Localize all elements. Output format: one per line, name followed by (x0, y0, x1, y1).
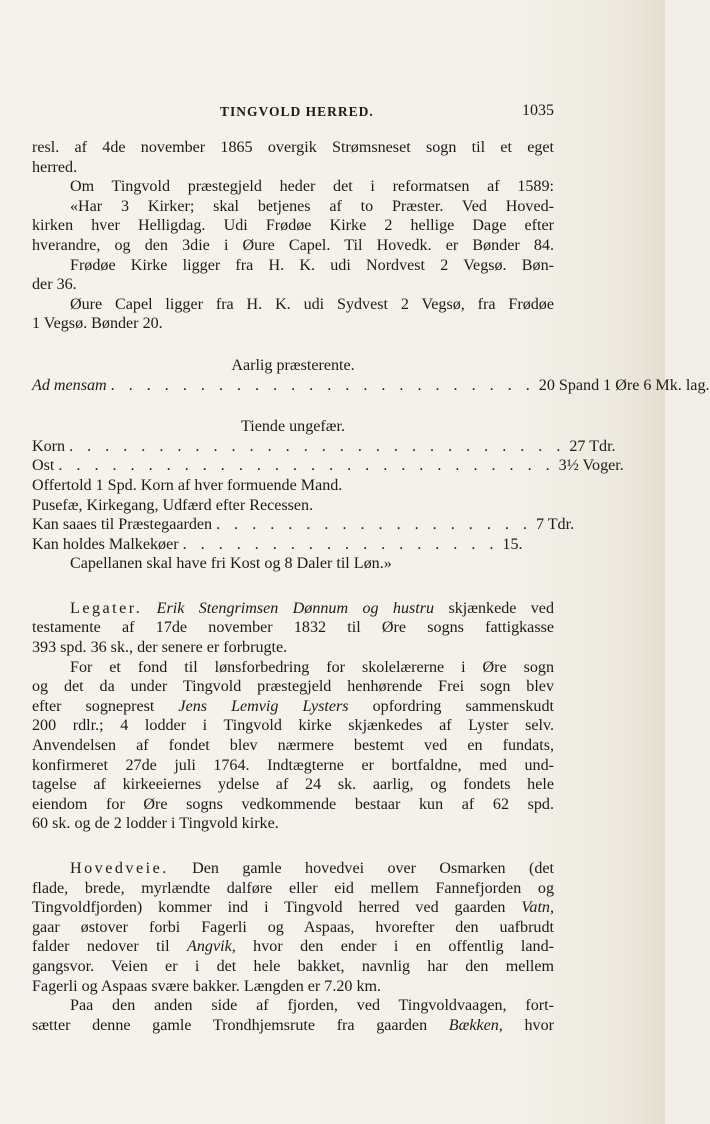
text-line: 200 rdlr.; 4 lodder i Tingvold kirke skjænkedes af Lyster selv. (32, 717, 554, 735)
text-line: Frødøe Kirke ligger fra H. K. udi Nordvest 2 Vegsø. Bøn- (70, 256, 554, 274)
page-body (32, 138, 710, 1035)
text-line: 1 Vegsø. Bønder 20. (32, 315, 163, 333)
page-number: 1035 (522, 102, 554, 119)
kan-holdes-value: 15. (502, 535, 523, 553)
text-line: Hovedveie. Den gamle hovedvei over Osmarken (det (70, 860, 554, 877)
text-line: Legater. Erik Stengrimsen Dønnum og hustru skjænkede ved (70, 599, 555, 617)
ost-value: 3½ Voger. (558, 457, 624, 475)
running-header (32, 104, 554, 124)
text-line: flade, brede, myrlændte dalføre eller eid mellem Fannefjorden og (32, 879, 554, 897)
text-line: sætter denne gamle Trondhjemsrute fra gaarden Bækken, hvor (32, 1016, 554, 1034)
text-line: Offertold 1 Spd. Korn af hver formuende Mand. (32, 476, 343, 494)
text-line: Pusefæ, Kirkegang, Udfærd efter Recessen. (32, 496, 314, 514)
section-heading: Tiende ungefær. (240, 418, 345, 436)
text-line: falder nedover til Angvik, hvor den ender i en offentlig land- (32, 938, 554, 956)
text-line: 393 spd. 36 sk., der senere er forbrugte. (32, 639, 288, 657)
tiende-row: Korn . . . . . . . . . . . . . . . . . . . . . . . . . . . . 27 Tdr. (32, 437, 554, 457)
kan-holdes-label: Kan holdes Malkekøer (32, 535, 179, 553)
text-line: Capellanen skal have fri Kost og 8 Daler til Løn.» (70, 555, 392, 573)
text-line: 60 sk. og de 2 lodder i Tingvold kirke. (32, 815, 279, 833)
text-line: og det da under Tingvold præstegjeld henhørende Frei sogn blev (32, 678, 554, 696)
text-line: der 36. (32, 276, 77, 294)
text-line: kirken hver Helligdag. Udi Frødøe Kirke 2 hellige Dage efter (32, 217, 554, 235)
section-heading: Aarlig præsterente. (231, 356, 355, 374)
text-line: testamente af 17de november 1832 til Øre sogns fattigkasse (32, 619, 554, 637)
text-line: Paa den anden side af fjorden, ved Tingvoldvaagen, fort- (70, 997, 554, 1015)
header-title: TINGVOLD HERRED. (220, 104, 374, 119)
kan-saaes-label: Kan saaes til Præstegaarden (32, 516, 213, 534)
text-line: hverandre, og den 3die i Øure Capel. Til Hovedk. er Bønder 84. (32, 236, 554, 254)
text-line: resl. af 4de november 1865 overgik Strømsneset sogn til et eget (32, 139, 554, 156)
tiende-row: Kan holdes Malkekøer . . . . . . . . . . . . . . . . . . 15. (32, 535, 554, 555)
rente-label: Ad mensam (32, 376, 107, 394)
text-line: eiendom for Øre sogns vedkommende bestaar kun af 62 spd. (32, 795, 554, 813)
text-line: Om Tingvold præstegjeld heder det i reformatsen af 1589: (70, 178, 554, 196)
rente-row: Ad mensam . . . . . . . . . . . . . . . . . . . . . . . . 20 Spand 1 Øre 6 Mk. lag. (32, 376, 710, 394)
ost-label: Ost (32, 457, 55, 475)
text-line: tagelse af kirkeeiernes ydelse af 24 sk. aarlig, og fondets hele (32, 776, 554, 794)
text-line: gaar østover forbi Fagerli og Aspaas, hvorefter den uafbrudt (32, 918, 554, 936)
korn-value: 27 Tdr. (569, 437, 616, 455)
tiende-row: Ost . . . . . . . . . . . . . . . . . . . . . . . . . . . . 3½ Voger. (32, 457, 624, 475)
rente-value: 20 Spand 1 Øre 6 Mk. lag. (538, 376, 710, 394)
text-line: efter sogneprest Jens Lemvig Lysters opfordring sammenskudt (32, 697, 554, 715)
text-line: Tingvoldfjorden) kommer ind i Tingvold herred ved gaarden Vatn, (32, 899, 554, 917)
text-line: For et fond til lønsforbedring for skolelærerne i Øre sogn (70, 658, 554, 676)
text-line: Fagerli og Aspaas svære bakker. Længden er 7.20 km. (32, 977, 382, 995)
kan-saaes-value: 7 Tdr. (535, 516, 575, 534)
text-line: herred. (32, 158, 78, 176)
text-line: gangsvor. Veien er i det hele bakket, navnlig har den mellem (32, 957, 554, 975)
text-line: Anvendelsen af fondet blev nærmere bestemt ved en fundats, (32, 737, 554, 755)
text-line: konfirmeret 27de juli 1764. Indtægterne er bortfaldne, med und- (32, 756, 554, 774)
tiende-row: Kan saaes til Præstegaarden . . . . . . . . . . . . . . . . . . 7 Tdr. (32, 515, 554, 535)
text-line: «Har 3 Kirker; skal betjenes af to Præster. Ved Hoved- (70, 197, 554, 215)
text-line: Øure Capel ligger fra H. K. udi Sydvest 2 Vegsø, fra Frødøe (70, 295, 554, 313)
korn-label: Korn (32, 437, 66, 455)
